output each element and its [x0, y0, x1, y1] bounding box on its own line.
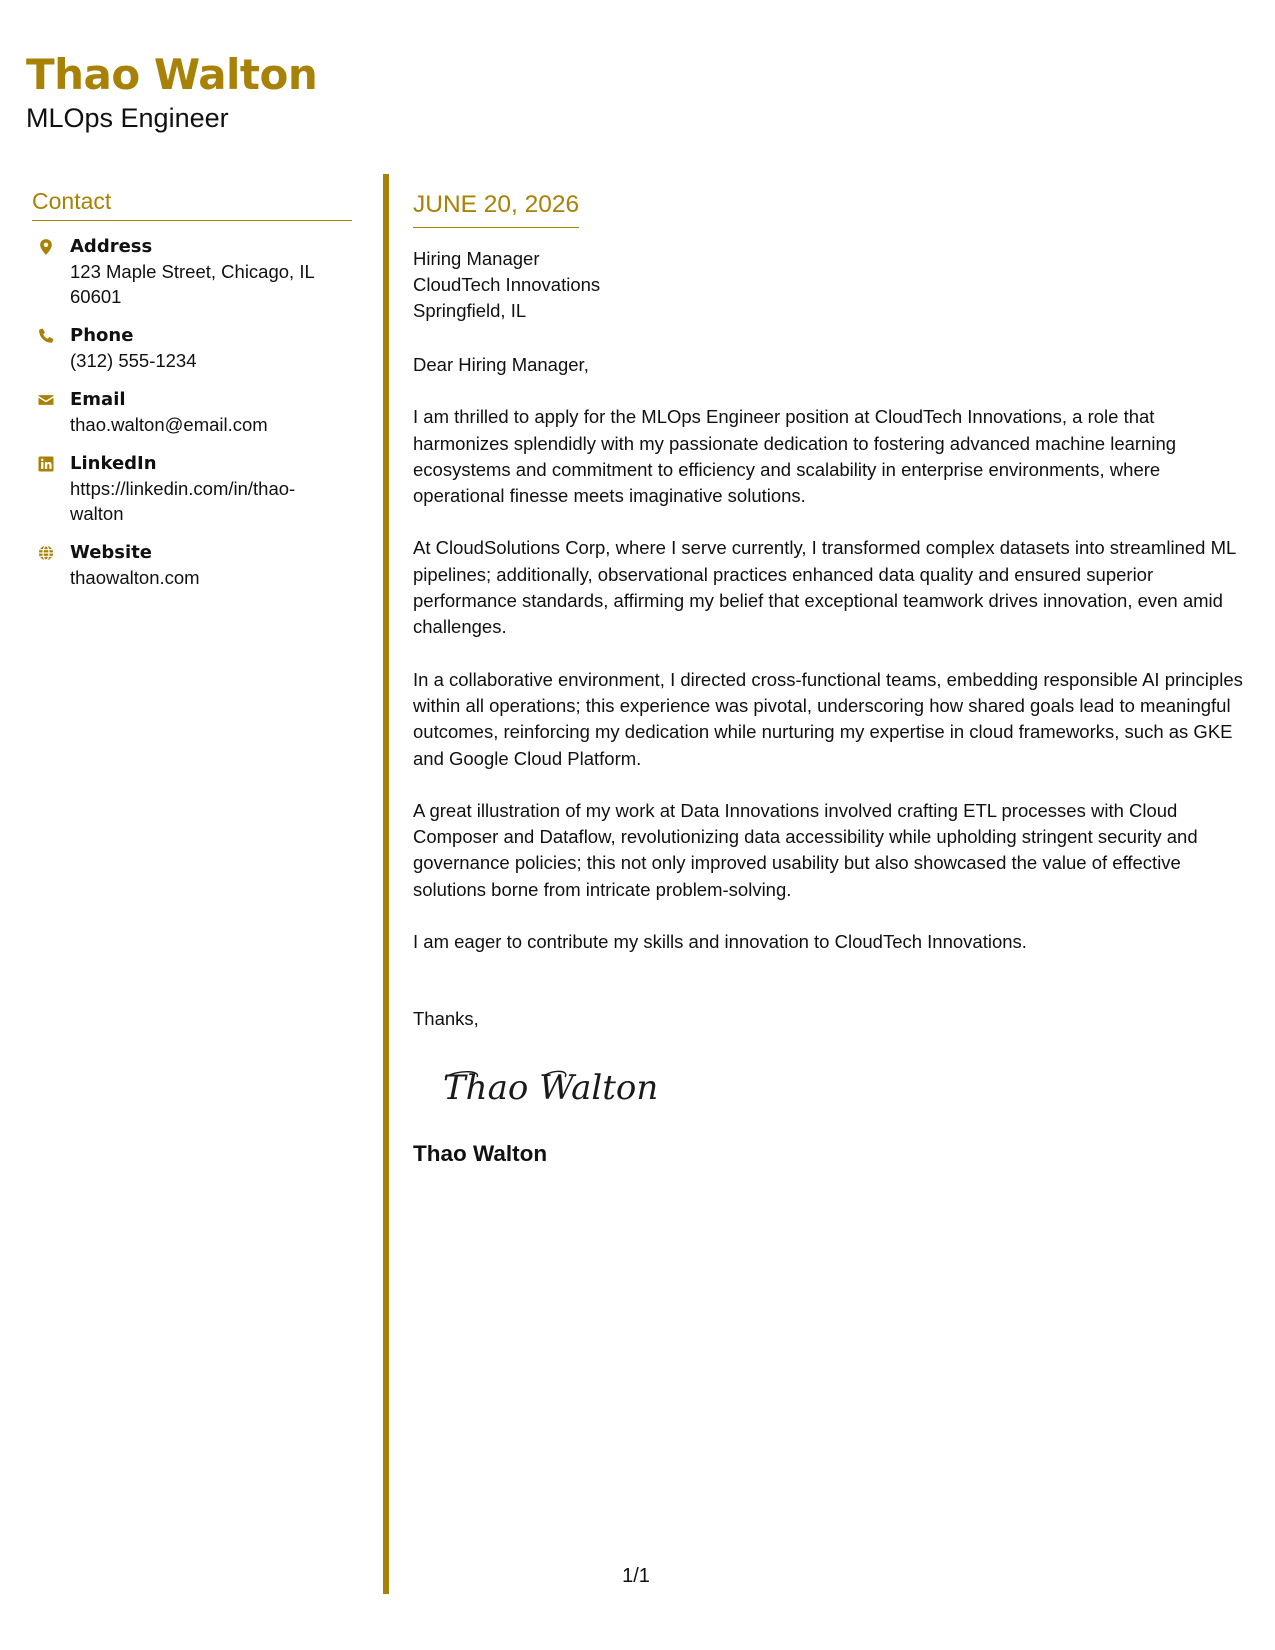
- address-value: 123 Maple Street, Chicago, IL 60601: [70, 261, 315, 307]
- body-paragraph: I am thrilled to apply for the MLOps Engineer position at CloudTech Innovations, a role that harmonizes splendidly with my passionate dedication to fostering advanced machine learning ecosystems and commitment to efficiency and scalability in enterprise environments, where operational finesse meets imaginative solutions.: [413, 406, 1177, 507]
- contact-item-phone: [32, 324, 352, 373]
- letter-body: [413, 190, 1248, 1167]
- body-paragraph: In a collaborative environment, I directed cross-functional teams, embedding responsible AI principles within all operations; this experience was pivotal, underscoring how shared goals lead to meaningful outcomes, reinforcing my dedication while nurturing my expertise in cloud frameworks, such as GKE and Google Cloud Platform.: [413, 668, 1243, 769]
- globe-icon: [36, 543, 56, 563]
- phone-value: (312) 555-1234: [70, 350, 197, 371]
- applicant-job-title: MLOps Engineer: [26, 103, 229, 133]
- letter-header: [26, 46, 317, 134]
- contact-item-address: [32, 235, 352, 309]
- applicant-name: Thao Walton: [26, 50, 318, 99]
- envelope-icon: [36, 390, 56, 410]
- recipient-line: CloudTech Innovations: [413, 274, 601, 295]
- linkedin-label: LinkedIn: [70, 453, 157, 474]
- map-pin-icon: [36, 237, 56, 257]
- linkedin-icon: [36, 454, 56, 474]
- salutation: Dear Hiring Manager,: [413, 354, 589, 375]
- body-paragraph: A great illustration of my work at Data Innovations involved crafting ETL processes with Cloud Composer and Dataflow, revolutionizing data accessibility while upholding stringent security and governance policies; this not only improved usability but also showcased the value of effective solutions borne from intricate problem-solving.: [413, 799, 1198, 900]
- address-label: Address: [70, 236, 153, 257]
- contact-item-linkedin: [32, 452, 352, 526]
- email-label: Email: [70, 389, 126, 410]
- letter-date: JUNE 20, 2026: [413, 190, 579, 228]
- website-value[interactable]: thaowalton.com: [70, 567, 200, 588]
- phone-icon: [36, 326, 56, 346]
- contact-item-website: [32, 541, 352, 590]
- body-paragraph: I am eager to contribute my skills and innovation to CloudTech Innovations.: [413, 931, 1027, 953]
- phone-label: Phone: [70, 325, 134, 346]
- signer-name: Thao Walton: [413, 1140, 548, 1166]
- recipient-line: Hiring Manager: [413, 248, 540, 269]
- recipient-block: [413, 246, 1248, 324]
- website-label: Website: [70, 542, 153, 563]
- recipient-line: Springfield, IL: [413, 300, 527, 321]
- handwritten-signature: [441, 1063, 1248, 1115]
- contact-item-email: [32, 388, 352, 437]
- page-number: 1/1: [622, 1565, 650, 1587]
- linkedin-value[interactable]: https://linkedin.com/in/thao-walton: [70, 478, 296, 524]
- contact-sidebar: [32, 188, 352, 605]
- contact-heading: Contact: [32, 188, 352, 221]
- vertical-divider: [383, 174, 389, 1594]
- svg-text:Thao Walton: Thao Walton: [443, 1067, 659, 1108]
- closing: Thanks,: [413, 1008, 479, 1030]
- email-value: thao.walton@email.com: [70, 414, 268, 435]
- body-paragraph: At CloudSolutions Corp, where I serve currently, I transformed complex datasets into streamlined ML pipelines; additionally, observational practices enhanced data quality and ensured superior performance standards, affirming my belief that exceptional teamwork drives innovation, even amid challenges.: [413, 537, 1236, 638]
